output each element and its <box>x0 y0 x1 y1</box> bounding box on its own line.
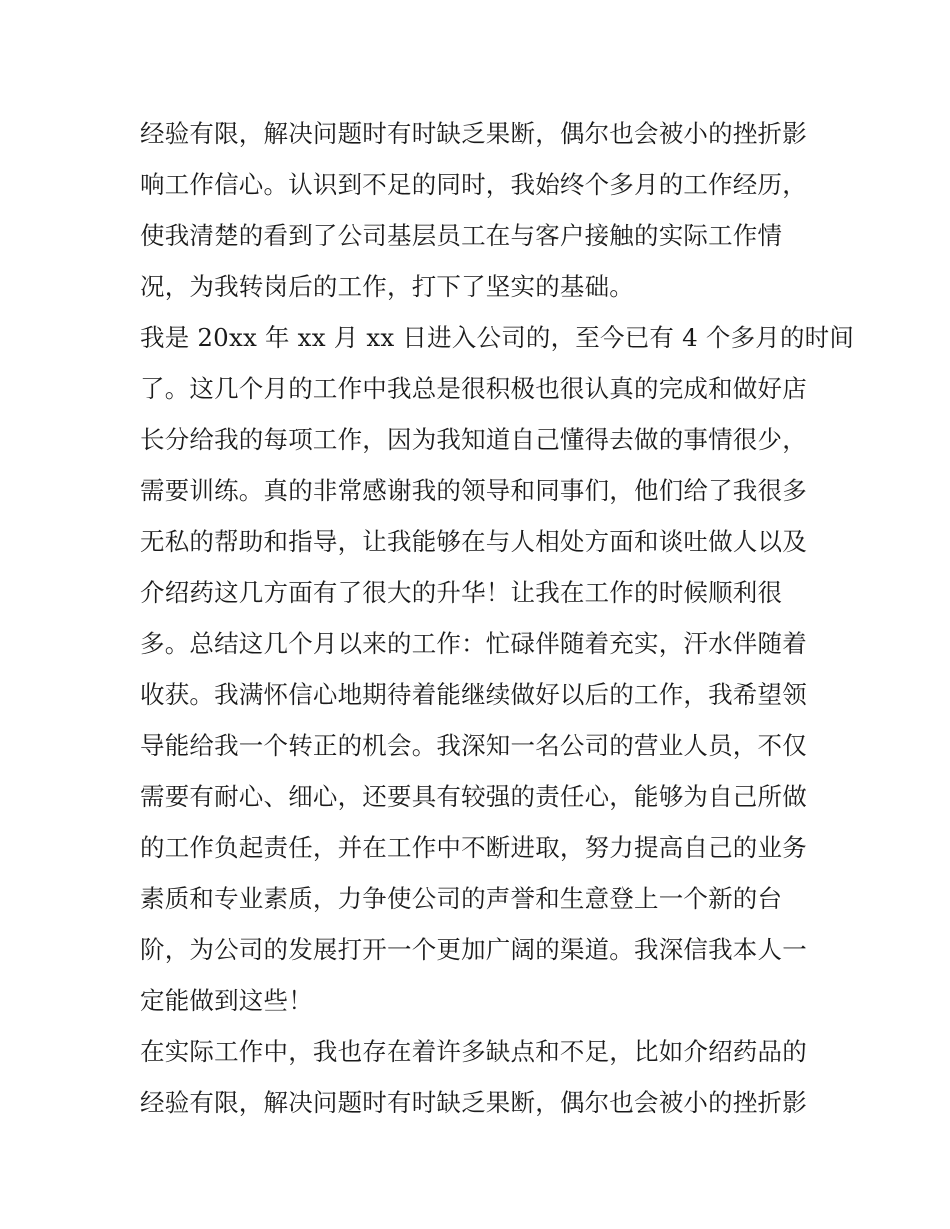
text-line: 素质和专业素质，力争使公司的声誉和生意登上一个新的台 <box>140 884 783 913</box>
text-line: 导能给我一个转正的机会。我深知一名公司的营业人员，不仅 <box>140 731 807 760</box>
text-line: 需要训练。真的非常感谢我的领导和同事们，他们给了我很多 <box>140 476 807 505</box>
text-line: 况，为我转岗后的工作，打下了坚实的基础。 <box>140 272 634 301</box>
text-line: 定能做到这些！ <box>140 986 313 1015</box>
text-line: 长分给我的每项工作，因为我知道自己懂得去做的事情很少， <box>140 425 807 454</box>
text-line: 无私的帮助和指导，让我能够在与人相处方面和谈吐做人以及 <box>140 527 807 556</box>
text-line: 经验有限，解决问题时有时缺乏果断，偶尔也会被小的挫折影 <box>140 1088 807 1117</box>
text-line: 介绍药这几方面有了很大的升华！让我在工作的时候顺利很 <box>140 578 783 607</box>
text-line: 我是 20xx 年 xx 月 xx 日进入公司的，至今已有 4 个多月的时间 <box>140 323 855 352</box>
text-line: 在实际工作中，我也存在着许多缺点和不足，比如介绍药品的 <box>140 1037 807 1066</box>
text-line: 收获。我满怀信心地期待着能继续做好以后的工作，我希望领 <box>140 680 807 709</box>
text-line: 响工作信心。认识到不足的同时，我始终个多月的工作经历， <box>140 170 807 199</box>
text-line: 的工作负起责任，并在工作中不断进取，努力提高自己的业务 <box>140 833 807 862</box>
text-line: 多。总结这几个月以来的工作：忙碌伴随着充实，汗水伴随着 <box>140 629 807 658</box>
text-line: 使我清楚的看到了公司基层员工在与客户接触的实际工作情 <box>140 221 783 250</box>
text-line: 经验有限，解决问题时有时缺乏果断，偶尔也会被小的挫折影 <box>140 119 807 148</box>
body-text <box>140 108 855 1128</box>
text-line: 了。这几个月的工作中我总是很积极也很认真的完成和做好店 <box>140 374 807 403</box>
text-line: 需要有耐心、细心，还要具有较强的责任心，能够为自己所做 <box>140 782 807 811</box>
text-line: 阶，为公司的发展打开一个更加广阔的渠道。我深信我本人一 <box>140 935 807 964</box>
